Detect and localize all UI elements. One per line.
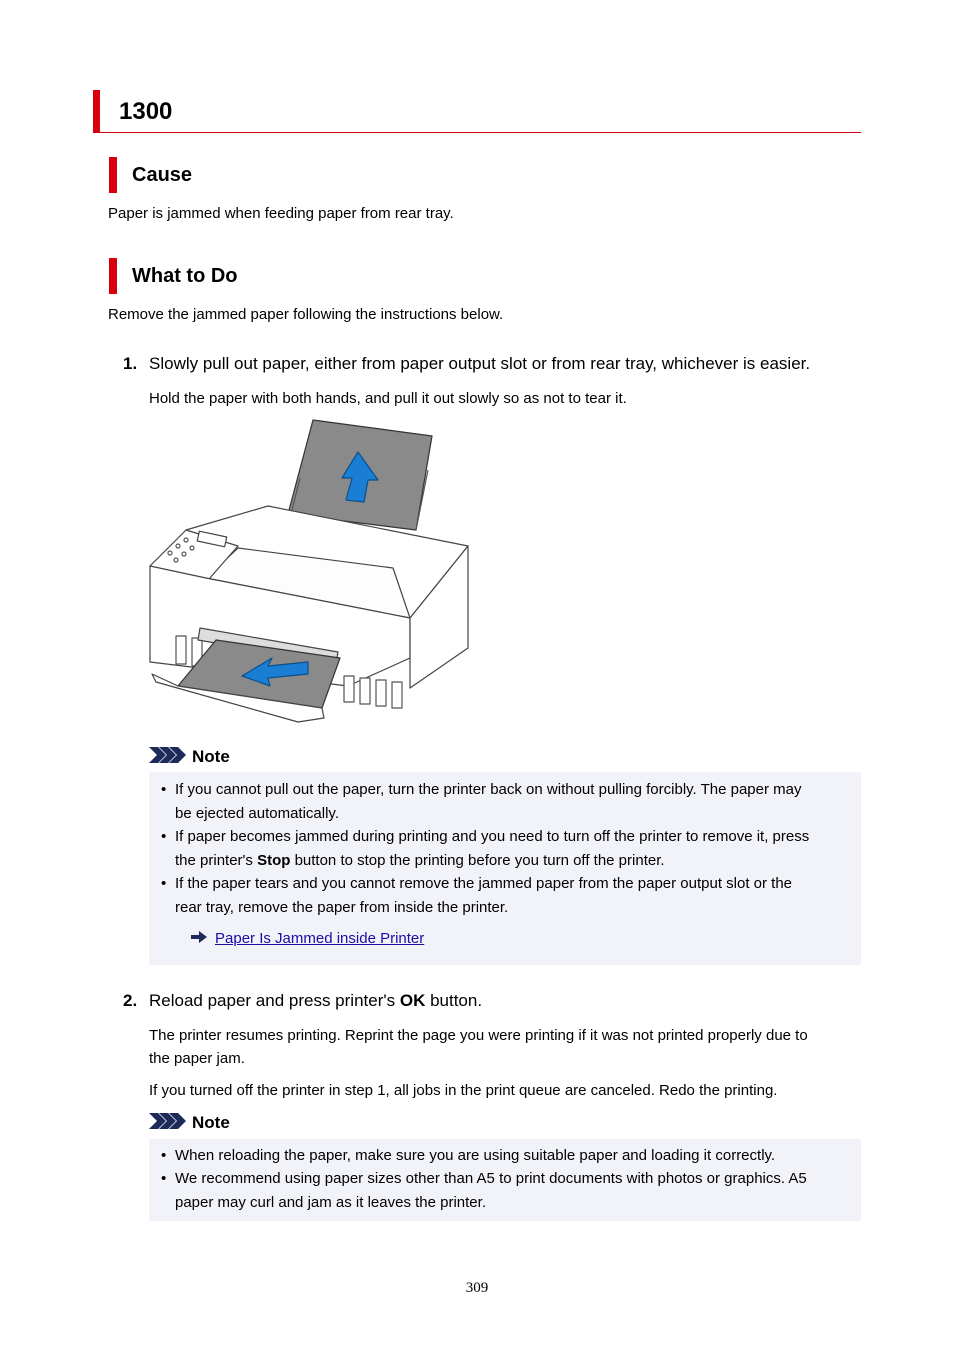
step-1-number: 1. — [123, 354, 138, 373]
note-2-box — [149, 1139, 861, 1221]
note-2-item-2-line-2: paper may curl and jam as it leaves the printer. — [175, 1193, 486, 1211]
note-1-item-1-line-1: If you cannot pull out the paper, turn the printer back on without pulling forcibly. The paper may — [175, 781, 802, 798]
note-1-item-2-line-1: If paper becomes jammed during printing and you need to turn off the printer to remove it, press — [175, 828, 810, 845]
stop-button-name: Stop — [257, 851, 291, 869]
cause-heading: Cause — [132, 164, 193, 186]
what-to-do-heading: What to Do — [132, 265, 238, 287]
note-1-item-3-line-1: If the paper tears and you cannot remove the jammed paper from the paper output slot or the — [175, 875, 793, 892]
cause-accent-bar — [109, 157, 117, 193]
step-2-detail-2: If you turned off the printer in step 1, all jobs in the print queue are canceled. Redo the printing. — [149, 1082, 778, 1099]
note-1-item-1-line-2: be ejected automatically. — [175, 804, 339, 822]
step-1-detail: Hold the paper with both hands, and pull it out slowly so as not to tear it. — [149, 390, 627, 407]
note-2-item: • We recommend using paper sizes other than A5 to print documents with photos or graphics. A5 paper may curl and jam as it leaves the printer. — [175, 1167, 845, 1214]
note-arrows-icon — [149, 1113, 187, 1134]
title-underline — [93, 132, 861, 133]
what-to-do-accent-bar — [109, 258, 117, 294]
note-2-item: • When reloading the paper, make sure you are using suitable paper and loading it correctly. — [175, 1144, 845, 1168]
step-2-detail-1: The printer resumes printing. Reprint the page you were printing if it was not printed properly due to the paper jam. — [149, 1027, 808, 1067]
note-arrows-icon — [149, 747, 187, 768]
note-2-header — [149, 1112, 230, 1134]
note-1-label: Note — [192, 747, 230, 766]
step-2-number: 2. — [123, 991, 138, 1010]
what-to-do-intro: Remove the jammed paper following the instructions below. — [108, 306, 504, 323]
paper-jammed-inside-link[interactable]: Paper Is Jammed inside Printer — [215, 930, 425, 947]
step-2-text: Reload paper and press printer's OK button. — [149, 991, 483, 1010]
page-number: 309 — [465, 1280, 489, 1296]
note-1-item-3-line-2: rear tray, remove the paper from inside the printer. — [175, 898, 509, 916]
note-1-item: • If the paper tears and you cannot remove the jammed paper from the paper output slot or the rear tray, remove the paper from inside the printer. — [175, 872, 845, 919]
note-1-item: • If you cannot pull out the paper, turn the printer back on without pulling forcibly. The paper may be ejected automatically. — [175, 778, 845, 825]
note-1-item: • If paper becomes jammed during printing and you need to turn off the printer to remove it, press the printer's Stop button to stop the printing before you turn off the printer. — [175, 825, 845, 872]
note-1-header — [149, 746, 230, 768]
title-accent-bar — [93, 90, 100, 133]
page-title: 1300 — [119, 98, 173, 125]
ok-button-name: OK — [399, 991, 426, 1010]
note-2-item-1-line-1: When reloading the paper, make sure you are using suitable paper and loading it correctly. — [175, 1147, 776, 1164]
right-arrow-icon — [191, 927, 207, 950]
note-2-label: Note — [192, 1113, 230, 1132]
cause-text: Paper is jammed when feeding paper from rear tray. — [108, 205, 454, 222]
step-1-text: Slowly pull out paper, either from paper output slot or from rear tray, whichever is easier. — [149, 354, 811, 373]
note-1-item-2-line-2: the printer's Stop button to stop the printing before you turn off the printer. — [175, 851, 665, 869]
paper-jammed-inside-link-row[interactable] — [191, 927, 424, 950]
printer-pull-paper-illustration — [148, 418, 472, 724]
note-2-item-2-line-1: We recommend using paper sizes other than A5 to print documents with photos or graphics. A5 — [175, 1170, 807, 1187]
note-1-box — [149, 772, 861, 965]
